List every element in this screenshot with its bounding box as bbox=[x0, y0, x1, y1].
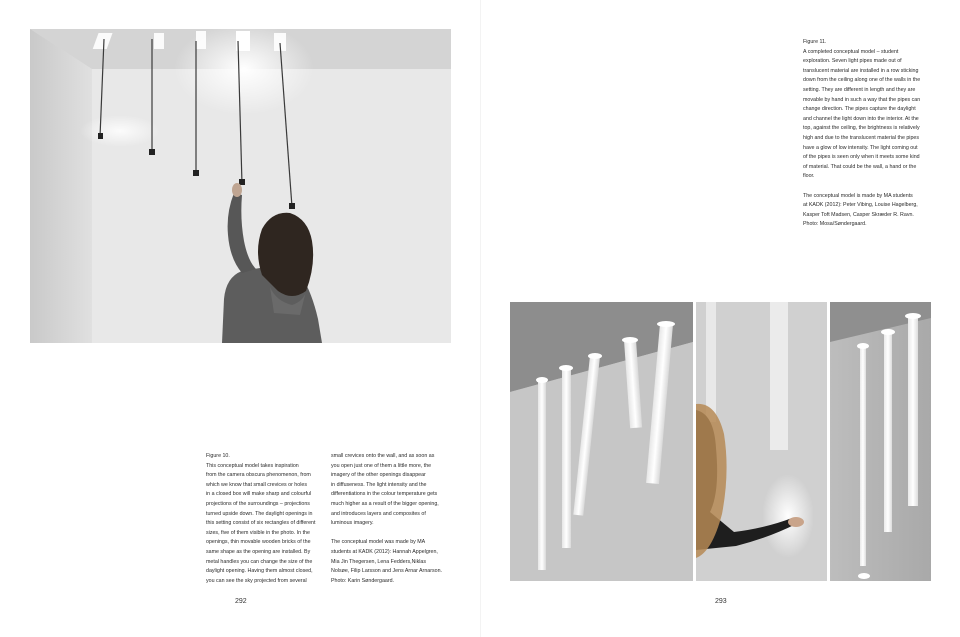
caption-line: of material. That could be the wall, a hand or the bbox=[803, 163, 917, 170]
caption-line: A completed conceptual model – student bbox=[803, 48, 899, 55]
caption-line: from the camera obscura phenomenon, from bbox=[206, 472, 311, 479]
figure-10-photo bbox=[30, 29, 451, 343]
caption-line: Nolsøe, Filip Larsson and Jens Arnar Arnarson. bbox=[331, 568, 442, 575]
caption-line: and channel the light down into the interior. At the bbox=[803, 115, 919, 122]
room-scene bbox=[30, 29, 451, 343]
caption-line: exploration. Seven light pipes made out of bbox=[803, 58, 902, 65]
figure-11-photo-hand bbox=[696, 302, 827, 581]
caption-line: high and due to the translucent material the pipes bbox=[803, 134, 920, 141]
caption-line: luminous imagery. bbox=[331, 520, 374, 527]
caption-line: in a closed box will make sharp and colourful bbox=[206, 491, 312, 498]
caption-line: down from the ceiling along one of the walls in the bbox=[803, 77, 921, 84]
caption-line: sizes, five of them visible in the photo. In the bbox=[206, 529, 310, 536]
caption-line: at KADK (2012): Peter Vibing, Louise Hagelberg, bbox=[803, 202, 918, 209]
caption-line: openings, thin movable wooden bricks of the bbox=[206, 539, 311, 546]
caption-line: Photo: Mosa/Søndergaard. bbox=[803, 221, 867, 228]
caption-line: movable by hand in such a way that the pipes can bbox=[803, 96, 921, 103]
page-number-right: 293 bbox=[715, 598, 727, 605]
caption-line: differentiations in the colour temperature gets bbox=[331, 491, 438, 498]
figure-11-caption bbox=[803, 38, 921, 230]
caption-line: This conceptual model takes inspiration bbox=[206, 462, 299, 469]
caption-line: daylight opening. Having them almost closed, bbox=[206, 568, 313, 575]
caption-line: you can see the sky projected from several bbox=[206, 577, 307, 584]
page-number-left: 292 bbox=[235, 598, 247, 605]
caption-line: and introduces layers and composites of bbox=[331, 510, 426, 517]
caption-line: metal handles you can change the size of the bbox=[206, 558, 313, 565]
caption-line: small crevices onto the wall, and as soon as bbox=[331, 453, 435, 459]
spread-divider bbox=[480, 0, 481, 637]
figure-11-photo-floor bbox=[830, 302, 931, 581]
caption-line: The conceptual model is made by MA students bbox=[803, 192, 913, 199]
caption-line: projections of the surroundings – projections bbox=[206, 500, 310, 507]
caption-line: turned upside down. The daylight openings in bbox=[206, 510, 313, 517]
caption-line: which we know that small crevices or holes bbox=[206, 481, 307, 488]
caption-line: same shape as the opening are installed. By bbox=[206, 548, 311, 555]
caption-line: you open just one of them a little more, the bbox=[331, 462, 432, 469]
caption-line: translucent material are installed in a row sticking bbox=[803, 67, 919, 74]
caption-line: Figure 10. bbox=[206, 453, 230, 459]
caption-line: imagery of the other openings disappear bbox=[331, 472, 426, 479]
caption-line: Mia Jin Thegersen, Lena Fedders,Niklas bbox=[331, 558, 426, 565]
caption-line: Photo: Karin Søndergaard. bbox=[331, 577, 395, 584]
figure-10-caption-col-1 bbox=[206, 452, 324, 586]
caption-line: floor. bbox=[803, 173, 815, 180]
caption-line: change direction. The pipes capture the daylight bbox=[803, 106, 916, 113]
caption-line: top, against the ceiling, the brightness is relatively bbox=[803, 125, 920, 132]
caption-line: The conceptual model was made by MA bbox=[331, 539, 426, 546]
figure-10-caption-col-2 bbox=[331, 452, 443, 586]
caption-line: Figure 11. bbox=[803, 39, 827, 45]
caption-line: much higher as a result of the bigger opening, bbox=[331, 500, 439, 507]
caption-line: in diffuseness. The light intensity and the bbox=[331, 481, 427, 488]
caption-line: Kasper Toft Madsen, Casper Skræder R. Ravn. bbox=[803, 211, 914, 218]
figure-11-photo-pipes bbox=[510, 302, 693, 581]
caption-line: setting. They are different in length and they are bbox=[803, 86, 916, 93]
paragraph-gap bbox=[331, 529, 443, 539]
caption-line: of the pipes is seen only when it meets some kind bbox=[803, 154, 920, 161]
caption-line: students at KADK (2012): Hannah Appelgren, bbox=[331, 548, 438, 555]
caption-line: have a glow of low intensity. The light coming out bbox=[803, 144, 918, 151]
paragraph-gap bbox=[803, 182, 921, 192]
caption-line: this setting consist of six rectangles of different bbox=[206, 520, 316, 527]
